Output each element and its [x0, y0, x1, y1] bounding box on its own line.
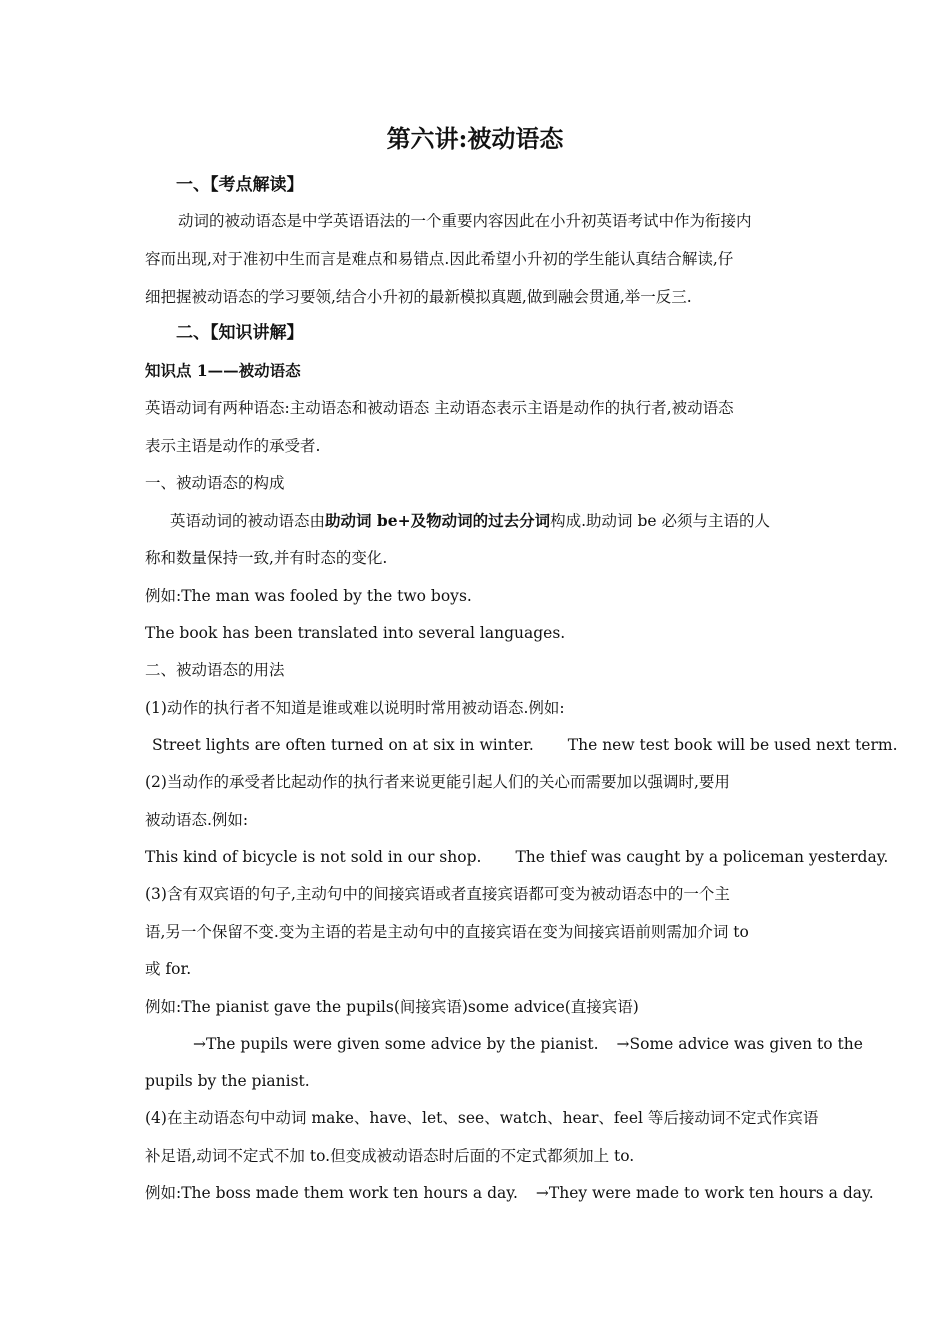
- paragraph-line: 表示主语是动作的承受者.: [145, 437, 321, 455]
- paragraph-line: 动词的被动语态是中学英语语法的一个重要内容因此在小升初英语考试中作为衔接内: [178, 212, 752, 230]
- example-line: 例如:The man was fooled by the two boys.: [145, 587, 472, 605]
- usage-rule-2: (2)当动作的承受者比起动作的执行者来说更能引起人们的关心而需要加以强调时,要用: [145, 773, 730, 791]
- emphasis-text: 助动词 be+及物动词的过去分词: [325, 511, 551, 530]
- example-sentence: The thief was caught by a policeman yesterday.: [515, 848, 889, 866]
- usage-rule-4: (4)在主动语态句中动词 make、have、let、see、watch、hear、feel 等后接动词不定式作宾语: [145, 1109, 819, 1127]
- example-line: 例如:The pianist gave the pupils(间接宾语)some advice(直接宾语): [145, 998, 639, 1016]
- paragraph-line: 细把握被动语态的学习要领,结合小升初的最新模拟真题,做到融会贯通,举一反三.: [145, 288, 692, 306]
- page-title: 第六讲:被动语态: [386, 124, 564, 153]
- subsection-heading-structure: 一、被动语态的构成: [145, 474, 285, 492]
- text-run: 构成.助动词 be 必须与主语的人: [550, 512, 770, 530]
- example-line: [145, 1183, 874, 1203]
- example-sentence: This kind of bicycle is not sold in our shop.: [145, 848, 482, 866]
- example-line: [193, 1034, 863, 1054]
- example-sentence: →Some advice was given to the: [616, 1035, 863, 1053]
- paragraph-line: 称和数量保持一致,并有时态的变化.: [145, 549, 388, 567]
- knowledge-point-title: 知识点 1——被动语态: [145, 361, 301, 380]
- usage-rule-1: (1)动作的执行者不知道是谁或难以说明时常用被动语态.例如:: [145, 699, 565, 717]
- section-heading-exam-points: 一、【考点解读】: [176, 175, 304, 195]
- section-heading-knowledge: 二、【知识讲解】: [176, 323, 304, 343]
- paragraph-line: 英语动词有两种语态:主动语态和被动语态 主动语态表示主语是动作的执行者,被动语态: [145, 399, 734, 417]
- example-sentence: The new test book will be used next term.: [567, 736, 898, 754]
- example-line: pupils by the pianist.: [145, 1072, 310, 1090]
- paragraph-line: 或 for.: [145, 960, 192, 978]
- paragraph-line: 语,另一个保留不变.变为主语的若是主动句中的直接宾语在变为间接宾语前则需加介词 to: [145, 923, 749, 941]
- subsection-heading-usage: 二、被动语态的用法: [145, 661, 285, 679]
- text-run: 英语动词的被动语态由: [170, 512, 326, 530]
- paragraph-line: 容而出现,对于准初中生而言是难点和易错点.因此希望小升初的学生能认真结合解读,仔: [145, 250, 734, 268]
- usage-rule-3: (3)含有双宾语的句子,主动句中的间接宾语或者直接宾语都可变为被动语态中的一个主: [145, 885, 730, 903]
- example-sentence: →The pupils were given some advice by the pianist.: [193, 1035, 599, 1053]
- paragraph-line: 被动语态.例如:: [145, 811, 249, 829]
- example-line: [145, 847, 888, 867]
- example-sentence: →They were made to work ten hours a day.: [535, 1184, 874, 1202]
- example-line: The book has been translated into several languages.: [145, 624, 566, 642]
- paragraph-line: 补足语,动词不定式不加 to.但变成被动语态时后面的不定式都须加上 to.: [145, 1147, 635, 1165]
- example-sentence: Street lights are often turned on at six in winter.: [152, 736, 534, 754]
- example-sentence: 例如:The boss made them work ten hours a day.: [145, 1184, 518, 1202]
- paragraph-line: [170, 511, 770, 531]
- example-line: [152, 735, 898, 755]
